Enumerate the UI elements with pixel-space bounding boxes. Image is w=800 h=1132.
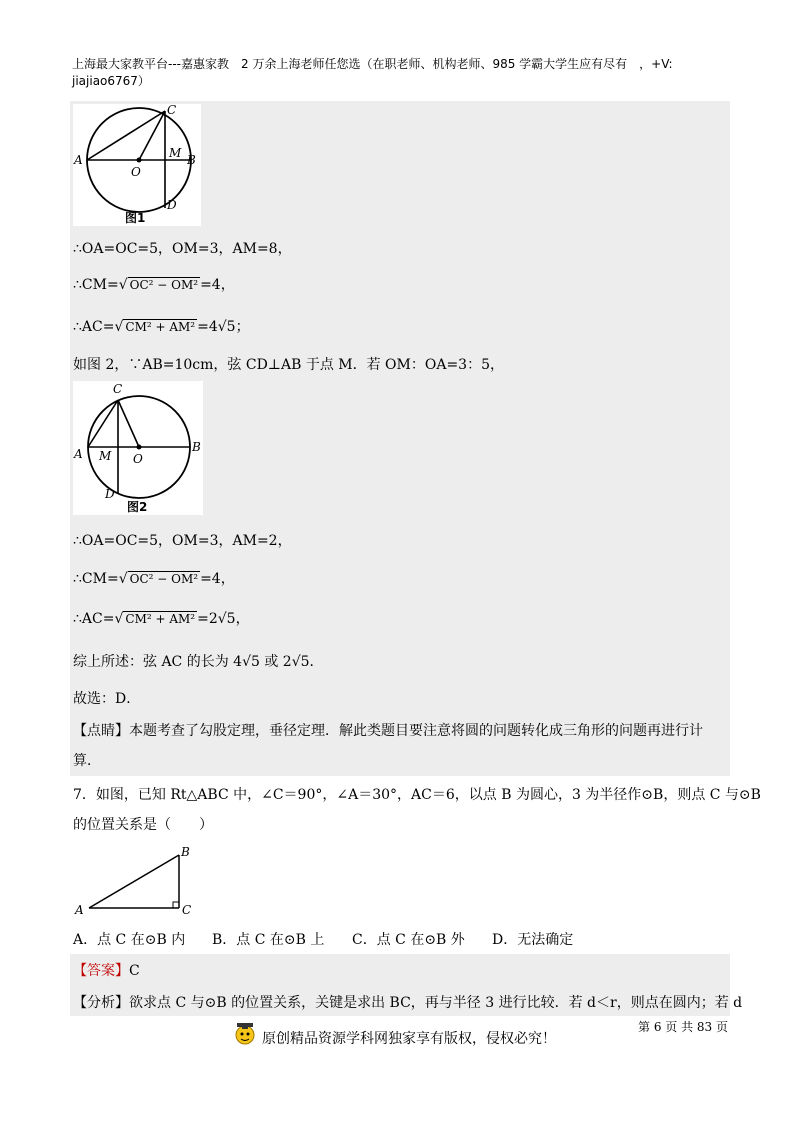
fig1-caption: 图1 <box>125 211 146 225</box>
sol2-line3: ∴AC=√ CM² + AM² =2√5， <box>73 611 250 627</box>
fig2-label-c: C <box>113 382 123 396</box>
sol1-line1: ∴OA=OC=5，OM=3，AM=8， <box>73 241 292 257</box>
q7-analysis-line: 【分析】欲求点 C 与⊙B 的位置关系，关键是求出 BC，再与半径 3 进行比较．若 d＜r，则点在圆内；若 d <box>73 995 743 1011</box>
q7-option-a: A．点 C 在⊙B 内 <box>73 932 186 948</box>
mascot-icon <box>232 1020 258 1046</box>
sol1-line2: ∴CM=√ OC² − OM² =4， <box>73 277 235 293</box>
sol2-line2: ∴CM=√ OC² − OM² =4， <box>73 571 235 587</box>
page-header: 上海最大家教平台---嘉惠家教 2 万余上海老师任您选（在职老师、机构老师、985 学霸大学生应有尽有 ，+V: jiajiao6767） <box>72 57 673 88</box>
answer-value: C <box>129 963 140 979</box>
figure-2 <box>73 381 203 515</box>
comment-line1: 【点睛】本题考查了勾股定理，垂径定理．解此类题目要注意将圆的问题转化成三角形的问题再进行计 <box>73 723 703 739</box>
sol2-summary: 综上所述：弦 AC 的长为 4√5 或 2√5． <box>73 654 324 670</box>
q7-label-a: A <box>75 903 84 917</box>
answer-tag: 【答案】 <box>73 963 129 979</box>
fig2-label-a: A <box>74 447 83 461</box>
fig2-label-m: M <box>99 449 112 463</box>
page-number: 第 6 页 共 83 页 <box>638 1020 728 1034</box>
fig1-label-o: O <box>131 165 141 179</box>
q7-stem-line2: 的位置关系是（ ） <box>73 817 213 833</box>
q7-option-d: D．无法确定 <box>492 932 574 948</box>
fig2-label-d: D <box>105 487 115 501</box>
sol2-line1: ∴OA=OC=5，OM=3，AM=2， <box>73 533 292 549</box>
comment-tag: 【点睛】 <box>73 723 129 739</box>
fig2-label-o: O <box>133 452 143 466</box>
fig1-label-d: D <box>167 198 177 212</box>
q7-label-c: C <box>182 903 192 917</box>
comment-line2: 算． <box>73 753 101 769</box>
fig1-label-b: B <box>187 153 196 167</box>
figure-1 <box>73 104 201 226</box>
fig1-label-c: C <box>167 104 177 117</box>
q7-triangle-figure <box>73 838 203 918</box>
q7-option-c: C．点 C 在⊙B 外 <box>352 932 465 948</box>
analysis-tag: 【分析】 <box>73 995 129 1011</box>
q7-stem-line1: 7．如图，已知 Rt△ABC 中，∠C＝90°，∠A＝30°，AC＝6，以点 B 为圆心，3 为半径作⊙B，则点 C 与⊙B <box>73 787 761 803</box>
copyright-notice: 原创精品资源学科网独家享有版权，侵权必究！ <box>262 1031 556 1047</box>
fig2-caption: 图2 <box>127 500 148 514</box>
fig1-label-a: A <box>74 153 83 167</box>
q7-option-b: B．点 C 在⊙B 上 <box>212 932 325 948</box>
q7-answer-line <box>73 960 140 980</box>
sol2-choice: 故选：D． <box>73 691 141 707</box>
q7-label-b: B <box>181 845 190 859</box>
sol1-line4: 如图 2，∵AB=10cm，弦 CD⊥AB 于点 M．若 OM：OA=3：5， <box>73 357 504 373</box>
fig2-label-b: B <box>192 440 201 454</box>
sol1-line3: ∴AC=√ CM² + AM² =4√5； <box>73 319 250 335</box>
fig1-label-m: M <box>169 146 182 160</box>
